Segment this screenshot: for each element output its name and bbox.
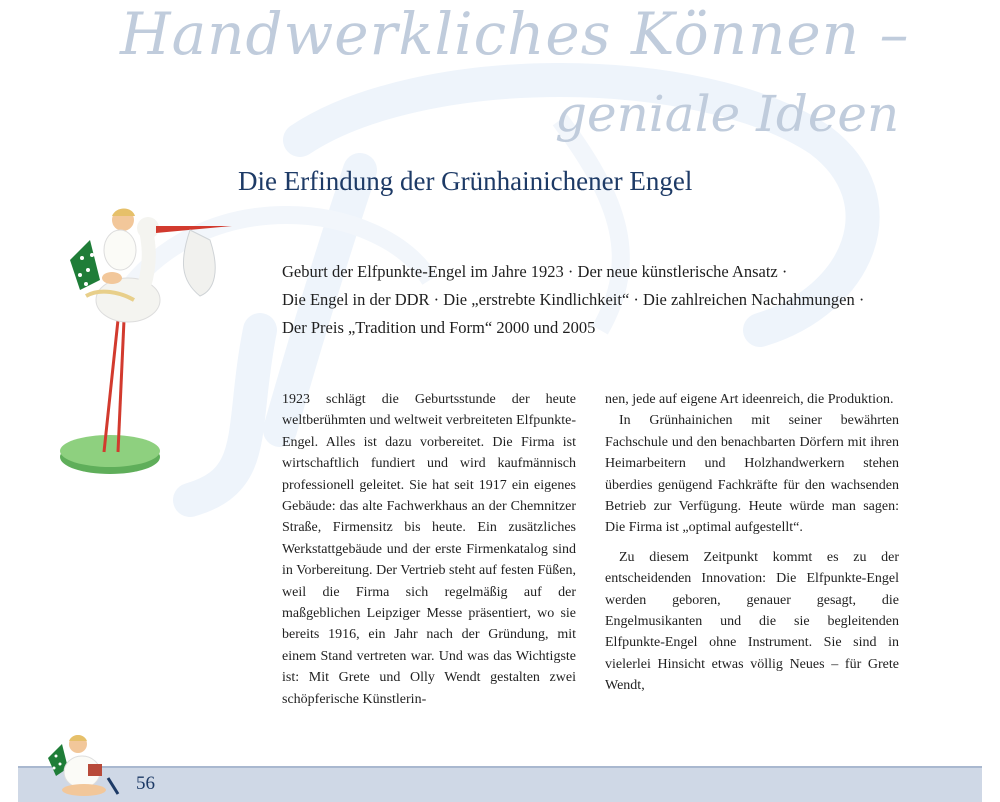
page-number: 56 [136, 773, 155, 794]
text-column-left [282, 389, 576, 710]
intro-line: Der Preis „Tradition und Form“ 2000 und 2005 [282, 318, 596, 337]
intro-line: Die Engel in der DDR · Die „erstrebte Kindlichkeit“ · Die zahlreichen Nachahmungen · [282, 290, 865, 309]
paragraph: Zu diesem Zeitpunkt kommt es zu der entscheidenden Innovation: Die Elfpunkte-Engel werden geboren, genauer gesagt, die Engelmusikanten und die sie begleitenden Elfpunkte-Engel ohne Instrument. Sie sind in vielerlei Hinsicht etwas völlig Neues – für Grete Wendt, [605, 549, 899, 694]
script-subtitle: geniale Ideen [555, 85, 900, 143]
paragraph: nen, jede auf eigene Art ideenreich, die Produktion. [605, 392, 894, 407]
paragraph: In Grünhainichen mit seiner bewährten Fachschule und den benachbarten Dörfern mit ihren Heimarbeitern und Holzhandwerkern stehen überdies genügend Fachkräfte für den wachsenden Betrieb zur Verfügung. Heute würde man sagen: Die Firma ist „optimal aufgestellt“. [605, 413, 899, 536]
footer-band [18, 766, 982, 802]
intro-line: Geburt der Elfpunkte-Engel im Jahre 1923 · Der neue künstlerische Ansatz · [282, 262, 788, 281]
script-title: Handwerkliches Können – [120, 0, 910, 68]
stork-angel-figure [60, 200, 240, 480]
angel-figurine [44, 732, 124, 800]
intro-summary [282, 258, 942, 342]
section-title: Die Erfindung der Grünhainichener Engel [238, 166, 693, 196]
paragraph: 1923 schlägt die Geburtsstunde der heute weltberühmten und weltweit verbreiteten Elfpunkte-Engel. Alles ist dazu vorbereitet. Die Firma ist wirtschaftlich fundiert und wird kaufmännisch professionell geleitet. Sie hat seit 1917 ein eigenes Gebäude: das alte Fachwerkhaus an der Chemnitzer Straße, Firmensitz bis heute. Ein zusätzliches Werkstattgebäude und der erste Firmenkatalog sind in Vorbereitung. Der Vertrieb steht auf festen Füßen, weil die Firma sich regelmäßig auf der maßgeblichen Leipziger Messe präsentiert, wo sie bereits 1916, ein Jahr nach der Gründung, mit einem Stand vertreten war. Und was das Wichtigste ist: Mit Grete und Olly Wendt gestalten zwei schöpferische Künstlerin- [282, 392, 576, 707]
text-column-right [605, 389, 899, 697]
